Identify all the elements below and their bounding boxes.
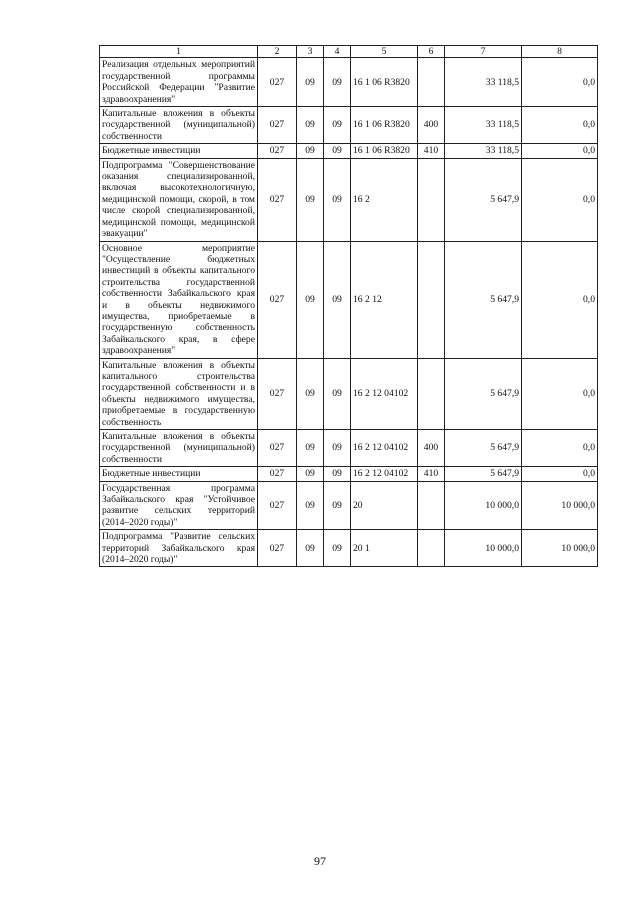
amount-federal-cell: 0,0 [522,241,598,358]
table-row [100,430,598,467]
row-name-cell: Капитальные вложения в объекты капитального строительства государственной собственности и в объекты недвижимого имущества, приобретаемые в государственную собственность [100,358,258,429]
row-name-cell: Капитальные вложения в объекты государственной (муниципальной) собственности [100,107,258,144]
header-col-2: 2 [258,46,297,58]
expense-type-cell: 400 [418,430,445,467]
amount-federal-cell: 0,0 [522,158,598,241]
section-cell: 09 [297,530,324,567]
amount-federal-cell: 0,0 [522,144,598,158]
section-cell: 09 [297,358,324,429]
target-article-cell: 16 1 06 R3820 [351,107,418,144]
row-name-cell: Государственная программа Забайкальского края "Устойчивое развитие сельских территорий (2014–2020 годы)" [100,481,258,530]
header-col-6: 6 [418,46,445,58]
row-name-cell: Капитальные вложения в объекты государственной (муниципальной) собственности [100,430,258,467]
amount-cell: 5 647,9 [445,467,522,481]
expense-type-cell [418,530,445,567]
header-col-3: 3 [297,46,324,58]
target-article-cell: 16 2 12 04102 [351,358,418,429]
amount-federal-cell: 0,0 [522,358,598,429]
subsection-cell: 09 [324,158,351,241]
section-cell: 09 [297,158,324,241]
target-article-cell: 16 2 12 [351,241,418,358]
table-row [100,358,598,429]
section-cell: 09 [297,144,324,158]
table-row [100,530,598,567]
ministry-code-cell: 027 [258,144,297,158]
amount-federal-cell: 0,0 [522,467,598,481]
table-row [100,107,598,144]
subsection-cell: 09 [324,144,351,158]
subsection-cell: 09 [324,530,351,567]
header-col-1: 1 [100,46,258,58]
subsection-cell: 09 [324,241,351,358]
amount-cell: 10 000,0 [445,481,522,530]
target-article-cell: 20 1 [351,530,418,567]
budget-table [99,45,598,567]
table-row [100,58,598,107]
ministry-code-cell: 027 [258,107,297,144]
ministry-code-cell: 027 [258,358,297,429]
amount-federal-cell: 10 000,0 [522,481,598,530]
row-name-cell: Бюджетные инвестиции [100,144,258,158]
amount-federal-cell: 0,0 [522,430,598,467]
amount-cell: 5 647,9 [445,430,522,467]
subsection-cell: 09 [324,58,351,107]
target-article-cell: 20 [351,481,418,530]
section-cell: 09 [297,467,324,481]
header-col-4: 4 [324,46,351,58]
target-article-cell: 16 1 06 R3820 [351,58,418,107]
expense-type-cell: 410 [418,467,445,481]
amount-cell: 33 118,5 [445,107,522,144]
row-name-cell: Подпрограмма "Развитие сельских территорий Забайкальского края (2014–2020 годы)" [100,530,258,567]
expense-type-cell [418,58,445,107]
expense-type-cell: 410 [418,144,445,158]
target-article-cell: 16 2 12 04102 [351,430,418,467]
header-col-8: 8 [522,46,598,58]
section-cell: 09 [297,481,324,530]
section-cell: 09 [297,107,324,144]
header-col-5: 5 [351,46,418,58]
section-cell: 09 [297,241,324,358]
table-row [100,241,598,358]
amount-cell: 10 000,0 [445,530,522,567]
ministry-code-cell: 027 [258,481,297,530]
expense-type-cell [418,481,445,530]
page-number: 97 [314,854,326,868]
amount-cell: 33 118,5 [445,144,522,158]
subsection-cell: 09 [324,358,351,429]
row-name-cell: Реализация отдельных мероприятий государственной программы Российской Федерации "Развитие здравоохранения" [100,58,258,107]
section-cell: 09 [297,58,324,107]
subsection-cell: 09 [324,107,351,144]
row-name-cell: Подпрограмма "Совершенствование оказания специализированной, включая высокотехнологичную, медицинской помощи, скорой, в том числе скорой специализированной, медицинской помощи, медицинской эвакуации" [100,158,258,241]
amount-federal-cell: 0,0 [522,107,598,144]
header-col-7: 7 [445,46,522,58]
subsection-cell: 09 [324,481,351,530]
ministry-code-cell: 027 [258,58,297,107]
table-header-row [100,46,598,58]
row-name-cell: Основное мероприятие "Осуществление бюджетных инвестиций в объекты капитального строительства государственной собственности Забайкальского края и в объекты недвижимого имущества, приобретаемые в государственную собственность Забайкальского края, в сфере здравоохранения" [100,241,258,358]
amount-federal-cell: 10 000,0 [522,530,598,567]
ministry-code-cell: 027 [258,467,297,481]
table-row [100,481,598,530]
row-name-cell: Бюджетные инвестиции [100,467,258,481]
amount-cell: 33 118,5 [445,58,522,107]
expense-type-cell [418,358,445,429]
subsection-cell: 09 [324,467,351,481]
ministry-code-cell: 027 [258,430,297,467]
expense-type-cell [418,158,445,241]
ministry-code-cell: 027 [258,158,297,241]
table-row [100,467,598,481]
table-row [100,158,598,241]
subsection-cell: 09 [324,430,351,467]
target-article-cell: 16 1 06 R3820 [351,144,418,158]
amount-cell: 5 647,9 [445,358,522,429]
section-cell: 09 [297,430,324,467]
target-article-cell: 16 2 12 04102 [351,467,418,481]
table-row [100,144,598,158]
ministry-code-cell: 027 [258,530,297,567]
amount-cell: 5 647,9 [445,158,522,241]
target-article-cell: 16 2 [351,158,418,241]
amount-cell: 5 647,9 [445,241,522,358]
expense-type-cell [418,241,445,358]
expense-type-cell: 400 [418,107,445,144]
ministry-code-cell: 027 [258,241,297,358]
amount-federal-cell: 0,0 [522,58,598,107]
